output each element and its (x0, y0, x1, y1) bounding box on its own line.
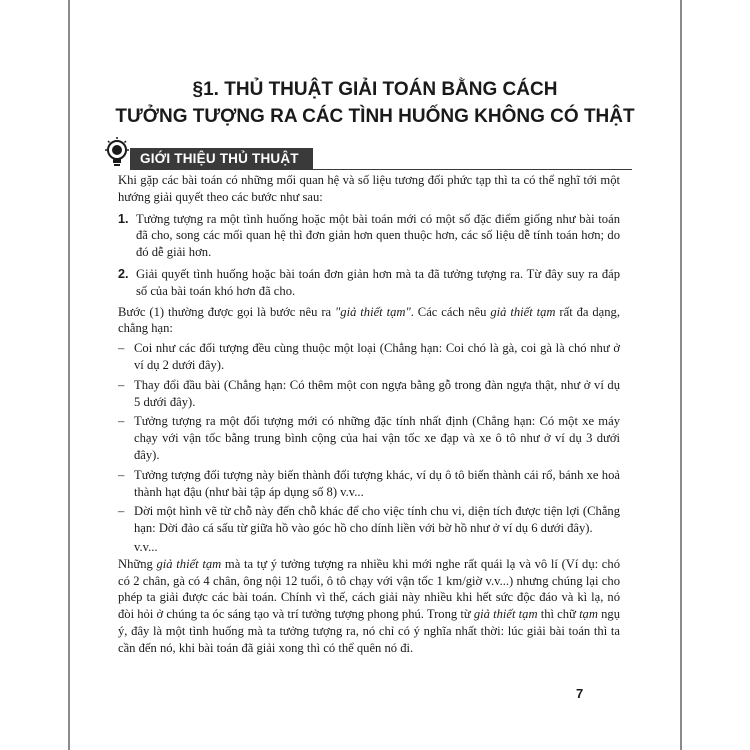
section-header (102, 136, 632, 170)
example-text: Tưởng tượng đối tượng này biến thành đối tượng khác, ví dụ ô tô biến thành cái rổ, bánh xe hoả thành hạt đậu (như bài tập áp dụng số 8) v.v... (134, 467, 620, 499)
note-text: Bước (1) thường được gọi là bước nêu ra (118, 304, 336, 319)
step-item (118, 211, 620, 261)
step-item (118, 266, 620, 300)
page-number: 7 (576, 686, 584, 701)
section-header-label: GIỚI THIỆU THỦ THUẬT (130, 148, 313, 170)
closing-italic: giả thiết tạm (156, 556, 222, 571)
closing-text: mà ta tự ý tưởng tượng ra nhiều khi mới nghe rất quái lạ và vô lí (Ví dụ: chó có 2 chân, gà có 4 chân, ông nội 12 tuổi, ô tô chạy với vận tốc 1 km/giờ v.v...) nhưng chúng lại cho phép ta giải được các bài toán. Chính vì thế, cách giải này nhiều khi hết sức độc đáo và kì lạ, nó đòi hỏi ở chúng ta óc sáng tạo và trí tưởng tượng phong phú. Trong từ (118, 556, 620, 622)
closing-text: Những (118, 556, 157, 571)
chapter-title-line1: §1. THỦ THUẬT GIẢI TOÁN BẰNG CÁCH (192, 79, 558, 100)
example-text: Coi như các đối tượng đều cùng thuộc một loại (Chẳng hạn: Coi chó là gà, coi gà là chó như ở ví dụ 2 dưới đây). (134, 341, 620, 372)
body-text (118, 172, 620, 657)
closing-paragraph (118, 556, 620, 657)
example-text: Tưởng tượng ra một đối tượng mới có những đặc tính nhất định (Chẳng hạn: Có một xe máy chạy với vận tốc bằng trung bình cộng của hai vận tốc xe đạp và xe ô tô như ở ví dụ 3 dưới đây). (134, 414, 620, 462)
dash-bullet: – (118, 504, 125, 519)
example-item (118, 377, 620, 411)
note-text: . Các cách nêu (410, 304, 491, 319)
step-number: 2. (118, 266, 129, 281)
intro-paragraph: Khi gặp các bài toán có những mối quan hệ và số liệu tương đối phức tạp thì ta có thể nghĩ tới một hướng giải quyết theo các bước như sau: (118, 173, 620, 204)
chapter-title-line2: TƯỞNG TƯỢNG RA CÁC TÌNH HUỐNG KHÔNG CÓ THẬT (115, 106, 635, 127)
example-text: Dời một hình vẽ từ chỗ này đến chỗ khác để cho việc tính chu vi, diện tích được tiện lợi (Chẳng hạn: Dời đảo cá sấu từ giữa hồ vào góc hồ cho dính liền với bờ hồ như ở ví dụ 6 dưới đây). (134, 504, 620, 536)
note-text: rất đa dạng, chẳng hạn: (118, 304, 621, 336)
dash-bullet: – (118, 414, 125, 429)
step-number: 1. (118, 211, 129, 226)
closing-italic: tạm (579, 607, 598, 622)
etc-text: v.v... (134, 539, 158, 554)
section-header-rule (130, 169, 632, 170)
note-italic: giả thiết tạm (490, 304, 556, 319)
dash-bullet: – (118, 467, 125, 482)
example-item (118, 340, 620, 374)
closing-text: thì chữ (537, 607, 580, 622)
lightbulb-icon (102, 136, 132, 170)
step1-note (118, 304, 620, 338)
example-item (118, 413, 620, 463)
step-text: Giải quyết tình huống hoặc bài toán đơn giản hơn mà ta đã tưởng tượng ra. Từ đây suy ra đáp số của bài toán khó hơn đã cho. (136, 266, 620, 298)
chapter-title (0, 76, 750, 130)
dash-bullet: – (118, 377, 125, 392)
example-item (118, 467, 620, 501)
step-text: Tưởng tượng ra một tình huống hoặc một bài toán mới có một số đặc điểm giống như bài toán đã cho, song các mối quan hệ thì đơn giản hơn quen thuộc hơn, các số liệu dễ tính toán hơn; do đó dễ giải hơn. (136, 211, 620, 260)
example-item (118, 503, 620, 537)
closing-text: ngụ ý, đây là một tình huống mà ta tưởng tượng ra, nó chỉ có ý nghĩa nhất thời: lúc giải bài toán thì ta cần đến nó, khi bài toán đã giải xong thì có thể quên nó đi. (118, 607, 621, 655)
example-text: Thay đổi đầu bài (Chẳng hạn: Có thêm một con ngựa bằng gỗ trong đàn ngựa thật, như ở ví dụ 5 dưới đây). (134, 377, 620, 409)
closing-italic: giả thiết tạm (473, 607, 538, 622)
note-italic: "giả thiết tạm" (335, 304, 411, 319)
dash-bullet: – (118, 341, 125, 356)
